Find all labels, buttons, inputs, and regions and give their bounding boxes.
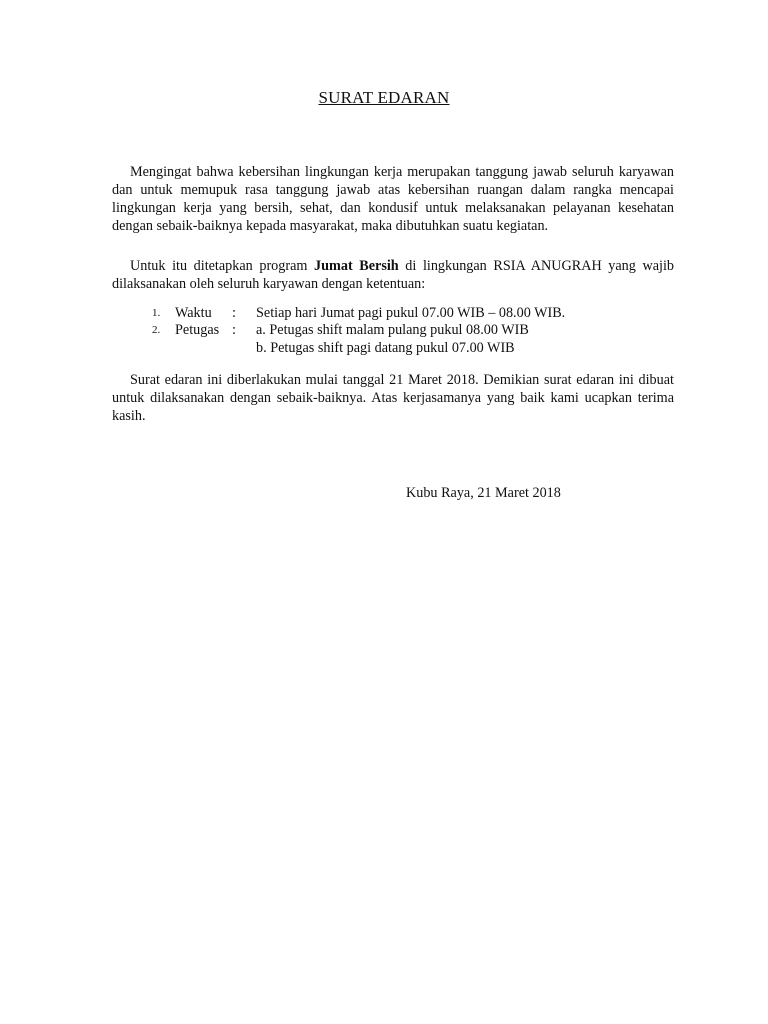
paragraph-program-text-after: di lingkungan RSIA ANUGRAH yang wajib dilaksanakan oleh seluruh karyawan dengan ketentuan: <box>112 258 675 292</box>
paragraph-program-text-before: Untuk itu ditetapkan program <box>130 258 315 274</box>
rule-value: Setiap hari Jumat pagi pukul 07.00 WIB – 08.00 WIB. <box>256 305 566 321</box>
paragraph-program <box>112 257 674 293</box>
paragraph-intro: Mengingat bahwa kebersihan lingkungan kerja merupakan tanggung jawab seluruh karyawan dan untuk memupuk rasa tanggung jawab atas kebersihan ruangan dalam rangka mencapai lingkungan kerja yang bersih, sehat, dan kondusif untuk melaksanakan pelayanan kesehatan dengan sebaik-baiknya kepada masyarakat, maka dibutuhkan suatu kegiatan. <box>112 164 674 234</box>
program-name: Jumat Bersih <box>314 258 399 274</box>
rule-label: Petugas <box>175 322 220 338</box>
place-and-date: Kubu Raya, 21 Maret 2018 <box>406 485 561 501</box>
rule-number: 2. <box>152 324 161 336</box>
rule-value: b. Petugas shift pagi datang pukul 07.00 WIB <box>256 340 515 356</box>
paragraph-closing: Surat edaran ini diberlakukan mulai tanggal 21 Maret 2018. Demikian surat edaran ini dibuat untuk dilaksanakan dengan sebaik-baiknya. Atas kerjasamanya yang baik kami ucapkan terima kasih. <box>112 372 674 424</box>
rule-value: a. Petugas shift malam pulang pukul 08.00 WIB <box>256 322 529 338</box>
rule-label: Waktu <box>175 305 212 321</box>
rule-number: 1. <box>152 307 161 319</box>
rule-colon: : <box>232 322 236 338</box>
document-title: SURAT EDARAN <box>318 88 450 107</box>
rule-colon: : <box>232 305 236 321</box>
